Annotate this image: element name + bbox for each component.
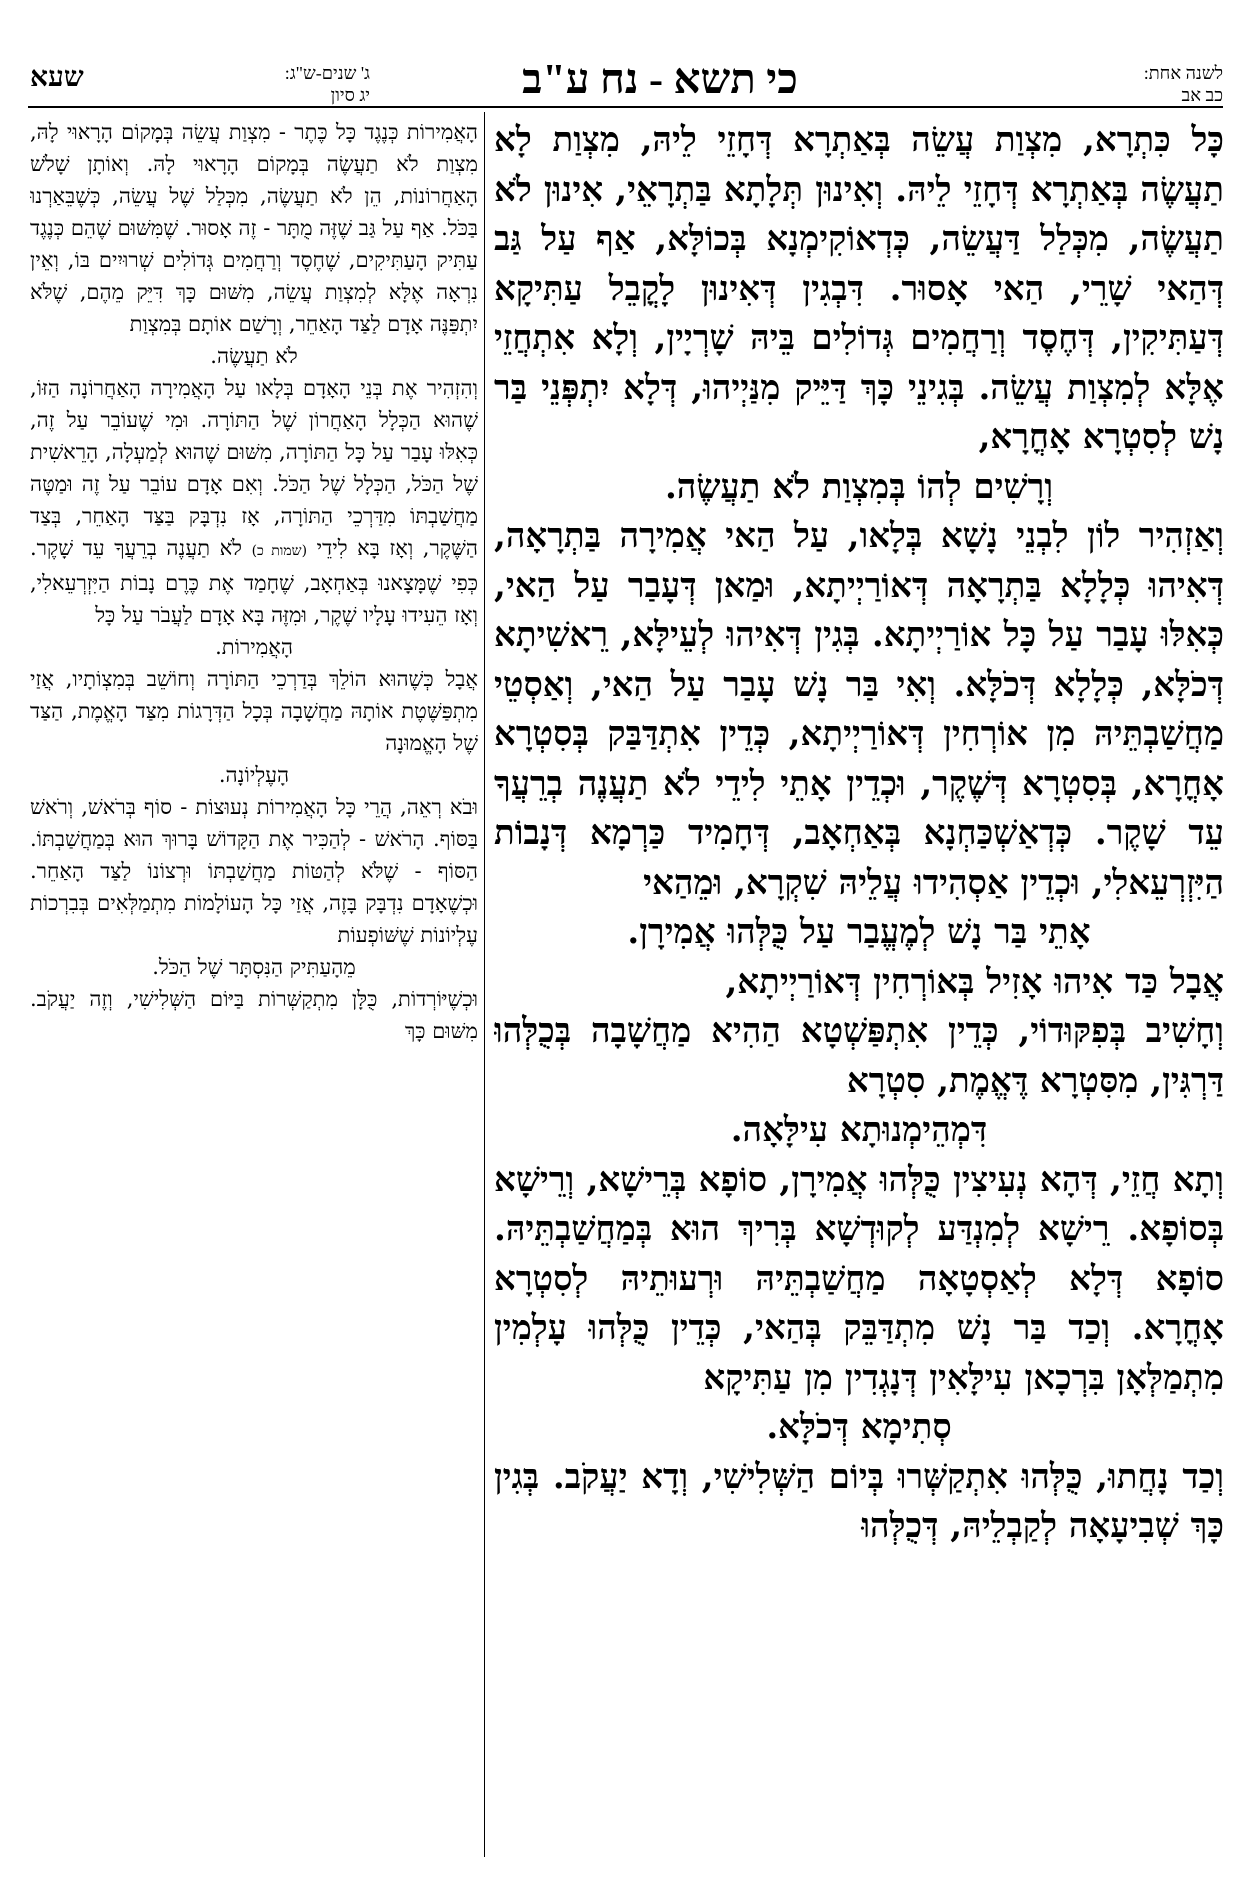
commentary-text: וְהִזְהִיר אֶת בְּנֵי הָאָדָם בְּלָאו עַל הָאֲמִירָה הָאַחֲרוֹנָה הַזּוֹ, שֶׁהוּא הַכְּלָל הָאַחֲרוֹן שֶׁל הַתּוֹרָה. וּמִי שֶׁעוֹבֵר עַל זֶה, כְּאִלּוּ עָבַר עַל כָּל הַתּוֹרָה, מִשּׁוּם שֶׁהוּא לְמַעְלָה, הָרֵאשִׁית שֶׁל הַכֹּל, הַכְּלָל שֶׁל הַכֹּל. וְאִם אָדָם עוֹבֵר עַל זֶה וּמַטֶּה מַחֲשַׁבְתּוֹ מִדַּרְכֵי הַתּוֹרָה, אָז נִדְבָּק בַּצַּד הָאַחֵר, בְּצַד הַשֶּׁקֶר, וְאָז בָּא לִידֵי	[30, 376, 478, 560]
study-schedule-three-years	[150, 62, 370, 106]
schedule-label: לשנה אחת:	[1143, 63, 1223, 83]
commentary-paragraph-end: לֹא תַעֲשֶׂה.	[210, 344, 298, 368]
main-paragraph: כָּל כִּתְרָא, מִצְוַת עֲשֵׂה בְּאַתְרָא דְּחָזֵי לֵיהּ, מִצְוַת לָא תַעֲשֶׂה בְּאַתְרָא דְּחָזֵי לֵיהּ. וְאִינוּן תְּלָתָא בַּתְרָאֵי, אִינוּן לֹא תַעֲשֶׂה, מִכְּלַל דַּעֲשֵׂה, כְּדְאוֹקִימְנָא בְּכוֹלָּא, אַף עַל גַּב דְּהַאי שָׁרֵי, הַאי אָסוּר. דִּבְגִין דְּאִינוּן לָקֳבֵל עַתִּיקָא דְּעַתִּיקִין, דְּחֶסֶד וְרַחֲמִים גְּדוֹלִים בֵּיהּ שָׁרְיָין, וְלָא אִתְחֲזֵי אֶלָּא לְמִצְוַת עֲשֵׂה. בְּגִינֵי כָּךְ דַּיֵּיק מִנַּיְיהוּ, דְּלָא יִתְפְּנֵי בַּר נָשׁ לְסִטְרָא אָחֳרָא,	[494, 120, 1224, 457]
main-paragraph-end: דִּמְהֵימְנוּתָא עִילָּאָה.	[730, 1110, 988, 1150]
zohar-main-text	[494, 116, 1224, 1866]
schedule-label: ג' שנים-ש"ג:	[284, 63, 370, 83]
page-number: שעא	[30, 62, 84, 93]
commentary-paragraph: וּבֹא רְאֵה, הֲרֵי כָּל הָאֲמִירוֹת נְעוּצוֹת - סוֹף בְּרֹאשׁ, וְרֹאשׁ בַּסּוֹף. הָרֹאשׁ - לְהַכִּיר אֶת הַקָּדוֹשׁ בָּרוּךְ הוּא בְּמַחֲשַׁבְתּוֹ. הַסּוֹף - שֶׁלֹּא לְהַטּוֹת מַחֲשַׁבְתּוֹ וּרְצוֹנוֹ לַצַּד הָאַחֵר. וּכְשֶׁאָדָם נִדְבָּק בָּזֶה, אֲזַי כָּל הָעוֹלָמוֹת מִתְמַלְּאִים בְּבִרְכוֹת עֶלְיוֹנוֹת שֶׁשּׁוֹפְעוֹת	[30, 795, 478, 947]
source-reference: (שמות כ)	[251, 543, 308, 559]
main-paragraph: וְחָשִׁיב בְּפִקּוּדוֹי, כְּדֵין אִתְפַּשְׁטָא הַהִיא מַחֲשָׁבָה בְּכֻלְּהוּ דַּרְגִּין, מִסִּטְרָא דֶּאֱמֶת, סִטְרָא	[494, 1011, 1224, 1101]
column-divider	[484, 112, 485, 1857]
commentary-paragraph	[30, 372, 478, 631]
commentary-text: לֹא תַעֲנֶה בְרֵעֲךָ עֵד שָׁקֶר. כְּפִי שֶׁמָּצָאנוּ בְּאַחְאָב, שֶׁחָמַד אֶת כֶּרֶם נָבוֹת הַיִּזְרְעֵאלִי, וְאָז הֵעִידוּ עָלָיו שֶׁקֶר, וּמִזֶּה בָּא אָדָם לַעֲבֹר עַל כָּל	[30, 536, 478, 627]
commentary-paragraph: וּכְשֶׁיּוֹרְדוֹת, כֻּלָּן מִתְקַשְּׁרוֹת בַּיּוֹם הַשְּׁלִישִׁי, וְזֶה יַעֲקֹב. מִשּׁוּם כָּךְ	[30, 987, 478, 1043]
main-paragraph: וְכַד נָחֲתוּ, כֻּלְּהוּ אִתְקַשְּׁרוּ בְּיוֹם הַשְּׁלִישִׁי, וְדָא יַעֲקֹב. בְּגִין כָּךְ שְׁבִיעָאָה לְקַבְלֵיהּ, דְּכֻלְּהוּ	[494, 1456, 1224, 1546]
study-schedule-one-year	[1023, 62, 1223, 106]
schedule-date: כב אב	[1181, 85, 1223, 105]
commentary-paragraph-end: הָעֶלְיוֹנָה.	[218, 763, 290, 787]
commentary-paragraph-end: מֵהָעַתִּיק הַנִּסְתָּר שֶׁל הַכֹּל.	[152, 955, 356, 979]
main-paragraph: וְתָא חֲזֵי, דְּהָא נְעִיצִין כֻּלְּהוּ אֲמִירָן, סוֹפָא בְּרֵישָׁא, וְרֵישָׁא בְּסוֹפָא. רֵישָׁא לְמִנְדַּע לְקוּדְשָׁא בְּרִיךְ הוּא בְּמַחֲשַׁבְתֵּיהּ. סוֹפָא דְּלָא לְאַסְטָאָה מַחֲשַׁבְתֵּיהּ וּרְעוּתֵיהּ לְסִטְרָא אָחֳרָא. וְכַד בַּר נָשׁ מִתְדַּבֵּק בְּהַאי, כְּדֵין כֻּלְּהוּ עָלְמִין מִתְמַלְּאָן בִּרְכָאן עִילָּאִין דְּנָגְדִין מִן עַתִּיקָא	[494, 1159, 1224, 1398]
main-paragraph-end: סְתִימָא דְּכֹלָּא.	[766, 1407, 952, 1447]
commentary-paragraph: הָאֲמִירוֹת כְּנֶגֶד כָּל כֶּתֶר - מִצְוַת עֲשֵׂה בְּמָקוֹם הָרָאוּי לָהּ, מִצְוַת לֹא תַעֲשֶׂה בְּמָקוֹם הָרָאוּי לָהּ. וְאוֹתָן שָׁלֹשׁ הָאַחֲרוֹנוֹת, הֵן לֹא תַעֲשֶׂה, מִכְּלַל שֶׁל עֲשֵׂה, כְּשֶׁבֵּאַרְנוּ בַּכֹּל. אַף עַל גַּב שֶׁזֶּה מֻתָּר - זֶה אָסוּר. שֶׁמִּשּׁוּם שֶׁהֵם כְּנֶגֶד עַתִּיק הָעַתִּיקִים, שֶׁחֶסֶד וְרַחֲמִים גְּדוֹלִים שְׁרוּיִים בּוֹ, וְאֵין נִרְאָה אֶלָּא לְמִצְוַת עֲשֵׂה, מִשּׁוּם כָּךְ דִּיֵּק מֵהֶם, שֶׁלֹּא יִתְפַּנֶּה אָדָם לַצַּד הָאַחֵר, וְרָשַׁם אוֹתָם בְּמִצְוַת	[30, 120, 478, 336]
header-rule	[28, 106, 1223, 108]
page-title: כי תשא - נח ע"ב	[522, 57, 798, 103]
main-paragraph-end: אָתֵי בַּר נָשׁ לְמֶעֱבַר עַל כֻּלְּהוּ אֲמִירָן.	[627, 912, 1091, 952]
schedule-date: יג סיון	[330, 85, 370, 105]
page-header	[0, 0, 1253, 104]
main-paragraph: אֲבָל כַּד אִיהוּ אָזִיל בְּאוֹרְחִין דְּאוֹרַיְיתָא,	[725, 961, 1224, 1002]
commentary-paragraph: אֲבָל כְּשֶׁהוּא הוֹלֵךְ בְּדַרְכֵי הַתּוֹרָה וְחוֹשֵׁב בְּמִצְוֹתָיו, אֲזַי מִתְפַּשֶּׁטֶת אוֹתָהּ מַחֲשָׁבָה בְּכָל הַדְּרָגוֹת מִצַּד הָאֱמֶת, הַצַּד שֶׁל הָאֱמוּנָה	[30, 667, 478, 755]
main-paragraph: וְאַזְהִיר לוֹן לִבְנֵי נָשָׁא בְּלָאו, עַל הַאי אֲמִירָה בַּתְרָאָה, דְּאִיהוּ כְּלָלָא בַּתְרָאָה דְּאוֹרַיְיתָא, וּמַאן דְּעָבַר עַל הַאי, כְּאִלּוּ עָבַר עַל כָּל אוֹרַיְיתָא. בְּגִין דְּאִיהוּ לְעֵילָּא, רֵאשִׁיתָא דְּכֹלָּא, כְּלָלָא דְּכֹלָּא. וְאִי בַּר נָשׁ עָבַר עַל הַאי, וְאַסְטֵי מַחֲשַׁבְתֵּיהּ מִן אוֹרְחִין דְּאוֹרַיְיתָא, כְּדֵין אִתְדַּבַּק בְּסִטְרָא אָחֳרָא, בְּסִטְרָא דְּשֶׁקֶר, וּכְדֵין אָתֵי לִידֵי לֹא תַעֲנֶה בְרֵעֲךָ עֵד שָׁקֶר. כְּדְאַשְׁכַּחְנָא בְּאַחְאָב, דְּחָמִיד כַּרְמָא דְּנָבוֹת הַיִּזְרְעֵאלִי, וּכְדֵין אַסְהִידוּ עֲלֵיהּ שִׁקְרָא, וּמֵהַאי	[494, 516, 1224, 903]
main-paragraph-end: וְרָשִׁים לְהוֹ בְּמִצְוַת לֹא תַעֲשֶׂה.	[664, 466, 1054, 507]
commentary-paragraph-end: הָאֲמִירוֹת.	[215, 635, 293, 659]
translation-commentary	[30, 116, 478, 1866]
